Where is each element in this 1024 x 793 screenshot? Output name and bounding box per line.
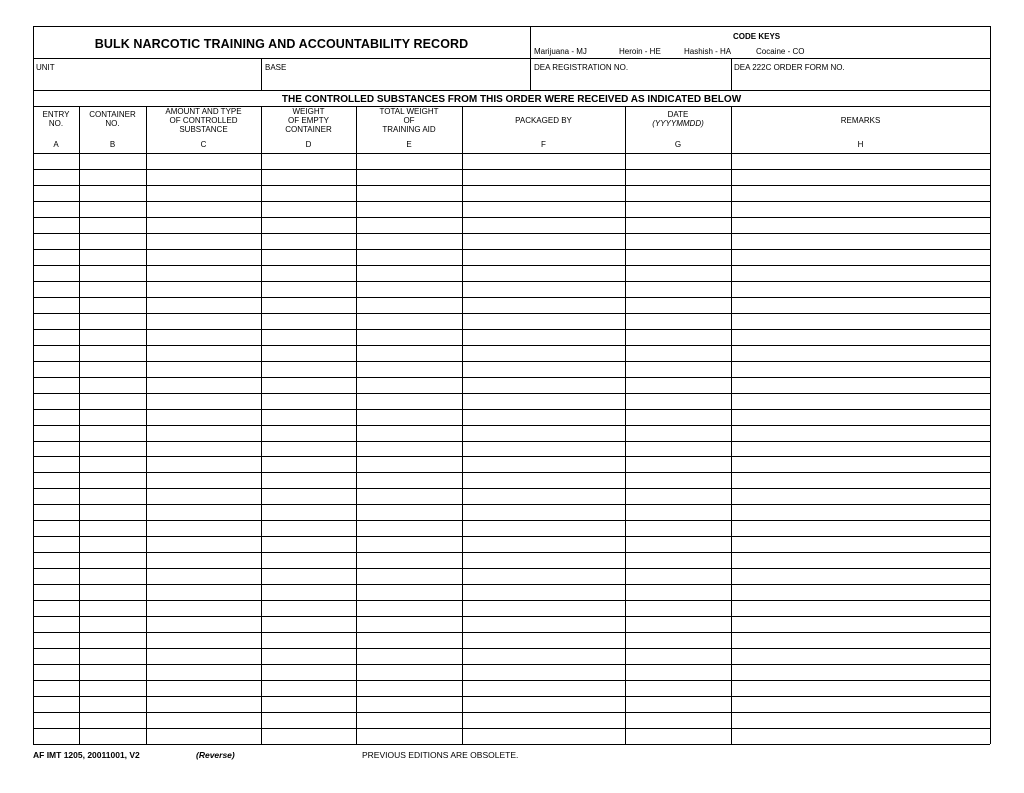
header-bottom bbox=[33, 153, 990, 154]
dea-registration-input[interactable] bbox=[532, 74, 729, 89]
form-id: AF IMT 1205, 20011001, V2 bbox=[33, 750, 140, 760]
code-keys-heading: CODE KEYS bbox=[733, 32, 781, 41]
table-row-line bbox=[33, 472, 990, 473]
column-header-text: CONTAINER bbox=[285, 125, 332, 134]
column-letter-c: C bbox=[200, 140, 207, 149]
table-row-line bbox=[33, 504, 990, 505]
table-row-line bbox=[33, 552, 990, 553]
table-row-line bbox=[33, 536, 990, 537]
table-row-line bbox=[33, 201, 990, 202]
banner-bottom bbox=[33, 106, 990, 107]
column-letter-e: E bbox=[406, 140, 412, 149]
border-top bbox=[33, 26, 990, 27]
table-row-line bbox=[33, 377, 990, 378]
table-row-line bbox=[33, 185, 990, 186]
table-row-line bbox=[33, 520, 990, 521]
title-divider bbox=[530, 26, 531, 58]
table-row-line bbox=[33, 616, 990, 617]
column-header-text: AMOUNT AND TYPE bbox=[165, 107, 242, 116]
table-row-line bbox=[33, 488, 990, 489]
base-input[interactable] bbox=[262, 74, 530, 89]
column-header-text: WEIGHT bbox=[292, 107, 325, 116]
table-row-line bbox=[33, 648, 990, 649]
code-key-heroin: Heroin - HE bbox=[619, 47, 661, 56]
table-row-line bbox=[33, 345, 990, 346]
title-row-bottom bbox=[33, 58, 990, 59]
field-divider bbox=[530, 58, 531, 90]
code-key-cocaine: Cocaine - CO bbox=[756, 47, 805, 56]
dea-registration-field-label: DEA REGISTRATION NO. bbox=[534, 63, 629, 72]
table-row-line bbox=[33, 456, 990, 457]
border-right bbox=[990, 26, 991, 744]
table-row-line bbox=[33, 297, 990, 298]
column-header-text: (YYYYMMDD) bbox=[652, 119, 704, 128]
column-header-text: CONTAINER bbox=[89, 110, 136, 119]
column-header-text: PACKAGED BY bbox=[515, 116, 572, 125]
table-row-line bbox=[33, 632, 990, 633]
column-header-c bbox=[146, 107, 261, 134]
column-header-text: NO. bbox=[105, 119, 120, 128]
table-row-line bbox=[33, 664, 990, 665]
column-header-g bbox=[625, 110, 731, 128]
field-divider bbox=[261, 58, 262, 90]
table-row-line bbox=[33, 680, 990, 681]
table-row-line bbox=[33, 584, 990, 585]
received-banner: THE CONTROLLED SUBSTANCES FROM THIS ORDER WERE RECEIVED AS INDICATED BELOW bbox=[281, 94, 742, 105]
table-row-line bbox=[33, 169, 990, 170]
table-row-line bbox=[33, 409, 990, 410]
table-row-line bbox=[33, 568, 990, 569]
column-letter-d: D bbox=[305, 140, 312, 149]
column-letter-g: G bbox=[674, 140, 682, 149]
column-letter-a: A bbox=[53, 140, 59, 149]
fields-row-bottom bbox=[33, 90, 990, 91]
code-key-hashish: Hashish - HA bbox=[684, 47, 732, 56]
table-row-line bbox=[33, 712, 990, 713]
page-side: (Reverse) bbox=[196, 750, 235, 760]
column-header-d bbox=[261, 107, 356, 134]
field-divider bbox=[731, 58, 732, 90]
column-header-text: OF CONTROLLED bbox=[169, 116, 238, 125]
table-row-line bbox=[33, 249, 990, 250]
column-letter-f: F bbox=[541, 140, 546, 149]
dea-order-form-field-label: DEA 222C ORDER FORM NO. bbox=[734, 63, 845, 72]
base-field-label: BASE bbox=[265, 63, 287, 72]
column-header-text: ENTRY bbox=[42, 110, 70, 119]
column-letter-b: B bbox=[109, 140, 116, 149]
table-row-line bbox=[33, 217, 990, 218]
table-row-line bbox=[33, 393, 990, 394]
dea-order-form-input[interactable] bbox=[732, 74, 988, 89]
column-header-text: OF bbox=[403, 116, 415, 125]
table-row-line bbox=[33, 313, 990, 314]
column-header-text: OF EMPTY bbox=[288, 116, 329, 125]
column-header-h bbox=[731, 116, 990, 125]
table-row-line bbox=[33, 696, 990, 697]
column-header-text: DATE bbox=[667, 110, 689, 119]
unit-input[interactable] bbox=[34, 74, 260, 89]
column-header-f bbox=[462, 116, 625, 125]
table-row-line bbox=[33, 265, 990, 266]
table-row-line bbox=[33, 600, 990, 601]
table-row-line bbox=[33, 425, 990, 426]
table-row-line bbox=[33, 329, 990, 330]
table-row-line bbox=[33, 441, 990, 442]
form-title: BULK NARCOTIC TRAINING AND ACCOUNTABILITY RECORD bbox=[94, 37, 469, 51]
column-letter-h: H bbox=[857, 140, 864, 149]
border-bottom bbox=[33, 744, 990, 745]
unit-field-label: UNIT bbox=[36, 63, 55, 72]
column-header-a bbox=[33, 110, 79, 128]
column-header-text: TOTAL WEIGHT bbox=[379, 107, 439, 116]
column-header-text: REMARKS bbox=[840, 116, 881, 125]
table-row-line bbox=[33, 281, 990, 282]
table-row-line bbox=[33, 728, 990, 729]
column-header-b bbox=[79, 110, 146, 128]
table-row-line bbox=[33, 361, 990, 362]
table-row-line bbox=[33, 233, 990, 234]
column-header-text: NO. bbox=[48, 119, 64, 128]
obsolete-notice: PREVIOUS EDITIONS ARE OBSOLETE. bbox=[362, 750, 519, 760]
column-header-text: TRAINING AID bbox=[382, 125, 436, 134]
border-left bbox=[33, 26, 34, 744]
code-key-marijuana: Marijuana - MJ bbox=[534, 47, 587, 56]
column-header-text: SUBSTANCE bbox=[179, 125, 228, 134]
column-header-e bbox=[356, 107, 462, 134]
